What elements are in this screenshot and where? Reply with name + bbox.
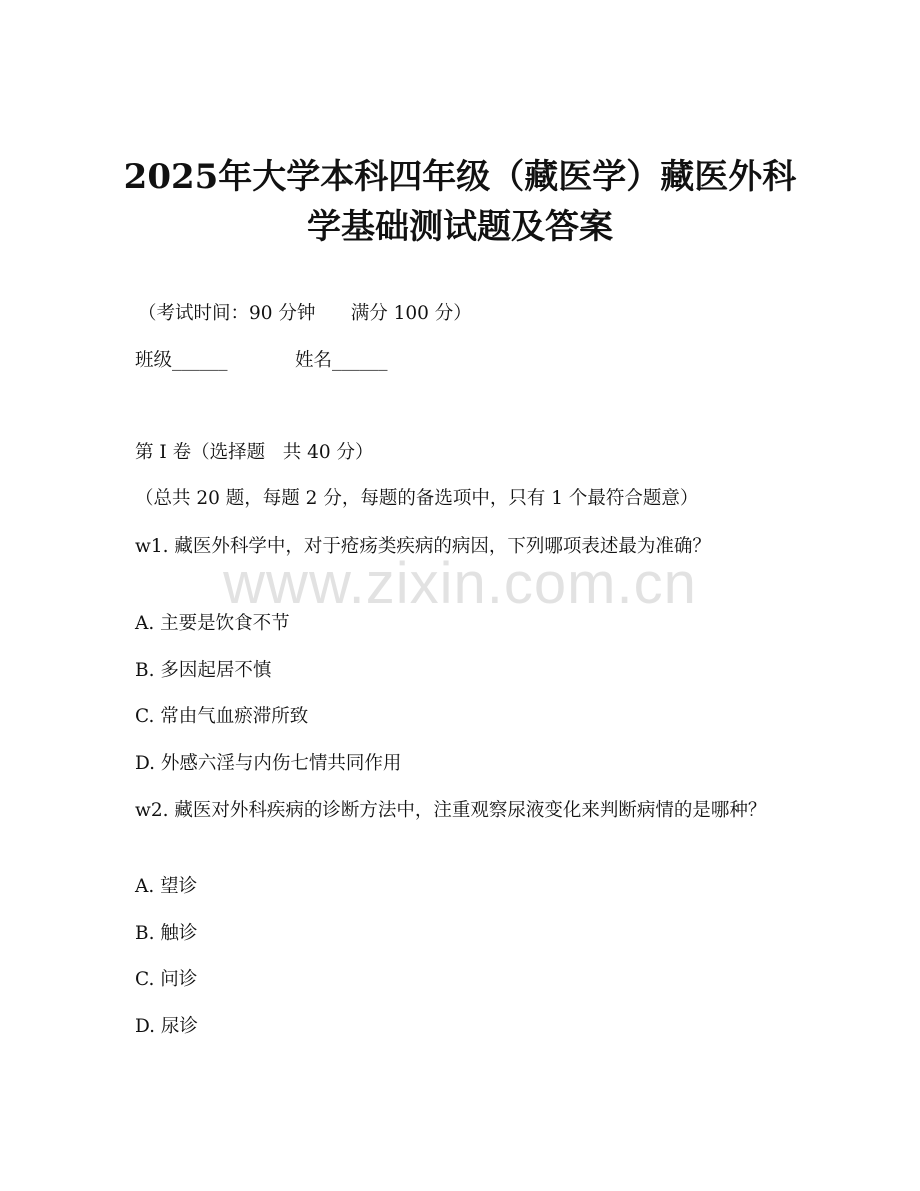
question-2-option-b: B. 触诊 <box>135 923 198 944</box>
exam-info: （考试时间：90 分钟 满分 100 分） <box>138 303 472 324</box>
question-1-option-d: D. 外感六淫与内伤七情共同作用 <box>135 753 402 774</box>
name-field-label: 姓名______ <box>295 350 388 371</box>
question-1-option-a: A. 主要是饮食不节 <box>135 613 290 634</box>
question-1-option-c: C. 常由气血瘀滞所致 <box>135 706 309 727</box>
document-title-line-2: 学基础测试题及答案 <box>307 207 613 247</box>
question-2-option-d: D. 尿诊 <box>135 1016 198 1037</box>
section-heading: 第 I 卷（选择题 共 40 分） <box>135 442 374 463</box>
question-2-stem: w2. 藏医对外科疾病的诊断方法中，注重观察尿液变化来判断病情的是哪种？ <box>135 800 767 821</box>
watermark: www.zixin.com.cn <box>223 551 697 616</box>
question-2-option-c: C. 问诊 <box>135 969 198 990</box>
question-1-stem: w1. 藏医外科学中，对于疮疡类疾病的病因，下列哪项表述最为准确？ <box>135 536 711 557</box>
class-field-label: 班级______ <box>135 350 228 371</box>
question-1-option-b: B. 多因起居不慎 <box>135 660 272 681</box>
question-2-option-a: A. 望诊 <box>135 876 198 897</box>
section-instructions: （总共 20 题，每题 2 分，每题的备选项中，只有 1 个最符合题意） <box>135 488 699 509</box>
document-title-line-1: 2025年大学本科四年级（藏医学）藏医外科 <box>123 157 797 197</box>
